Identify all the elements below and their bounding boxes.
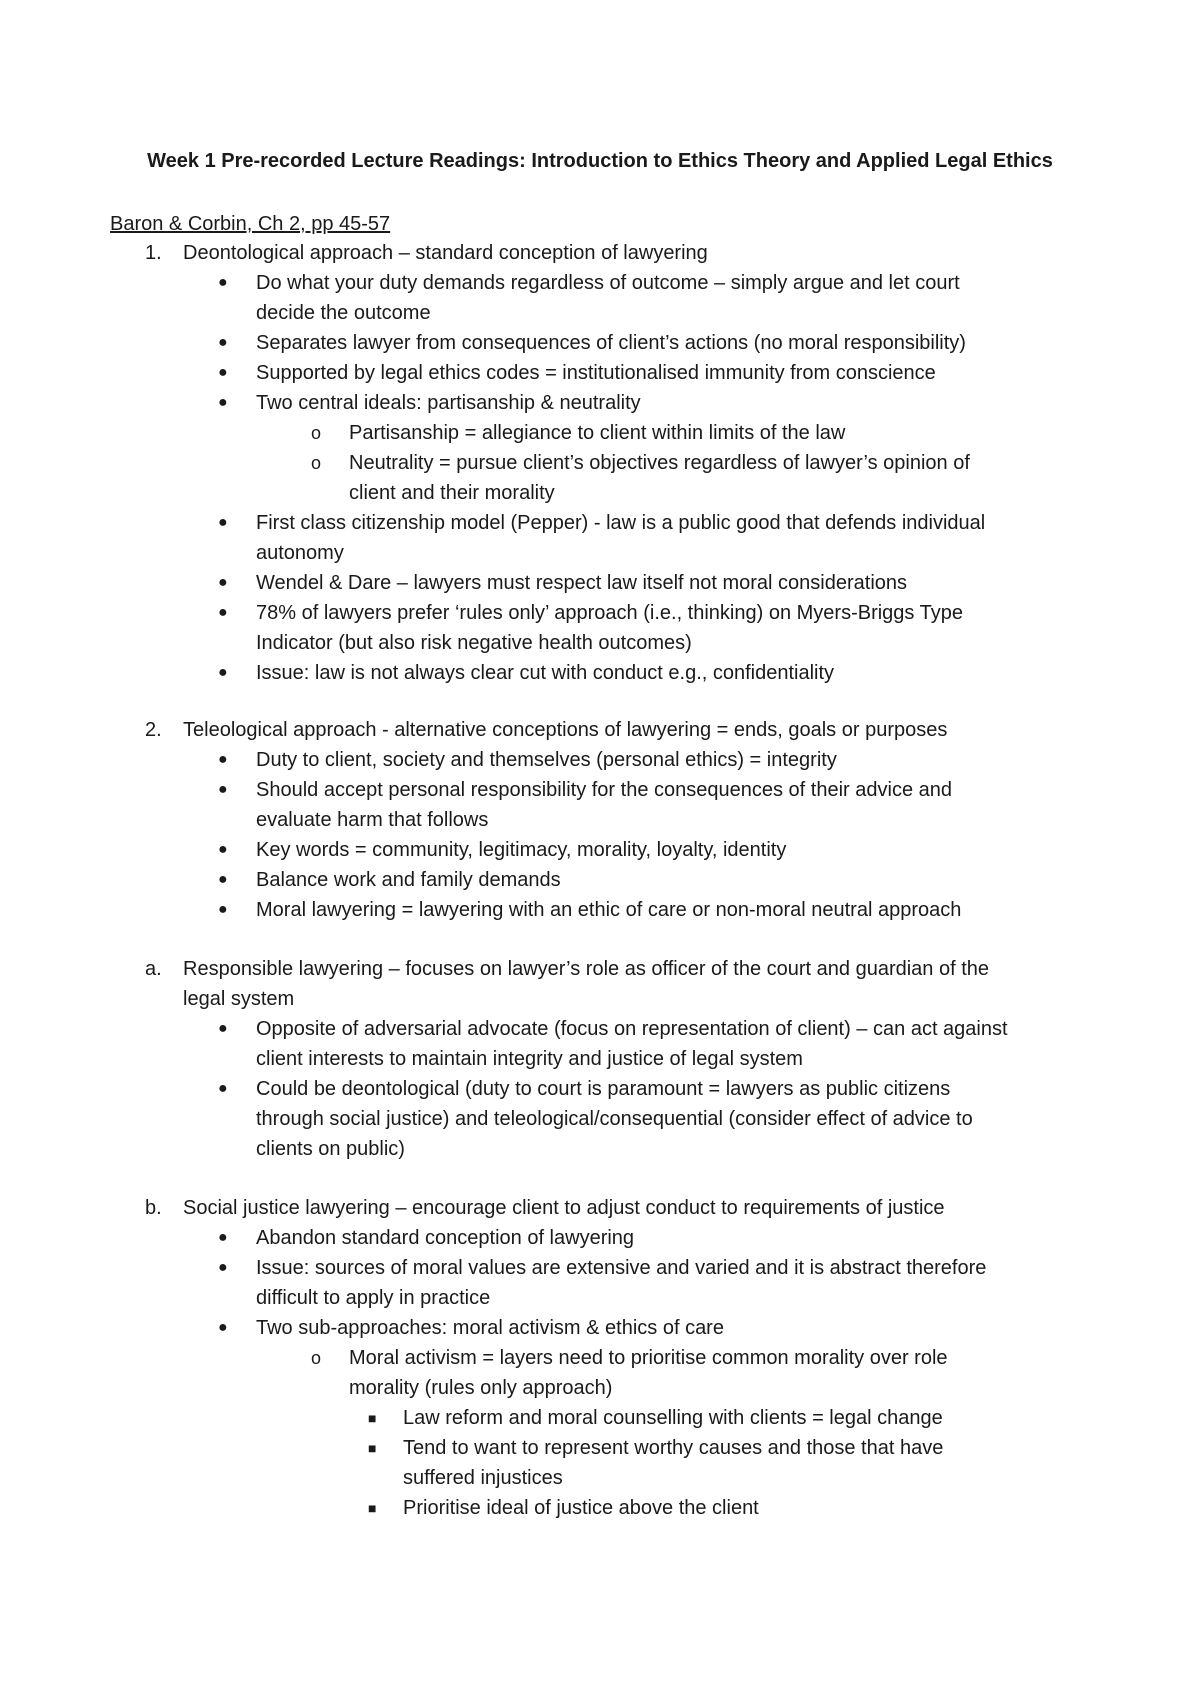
- list-number: 1.: [145, 242, 162, 264]
- bullet-icon: ●: [218, 394, 228, 411]
- bullet-icon: ●: [218, 274, 228, 291]
- bullet-text: Should accept personal responsibility for the consequences of their advice and: [256, 779, 952, 801]
- bullet-text: Could be deontological (duty to court is paramount = lawyers as public citizens: [256, 1078, 951, 1100]
- section-responsible-lawyering: [0, 954, 1200, 1164]
- lettered-heading: [0, 954, 1200, 984]
- bullet-item: [0, 1253, 1200, 1283]
- bullet-continuation: [0, 1134, 1200, 1164]
- bullet-item: [0, 1014, 1200, 1044]
- bullet-icon: ●: [218, 901, 228, 918]
- bullet-item: [0, 865, 1200, 895]
- sub-bullet-text: client and their morality: [349, 482, 555, 504]
- document-title: Week 1 Pre-recorded Lecture Readings: Introduction to Ethics Theory and Applied Legal Ethics: [147, 150, 1053, 172]
- bullet-icon: ●: [218, 1229, 228, 1246]
- heading-text: Teleological approach - alternative conceptions of lawyering = ends, goals or purposes: [183, 719, 948, 741]
- bullet-text: Two sub-approaches: moral activism & ethics of care: [256, 1317, 724, 1339]
- bullet-icon: ●: [218, 514, 228, 531]
- sub-bullet-item: [0, 448, 1200, 478]
- bullet-text: Key words = community, legitimacy, morality, loyalty, identity: [256, 839, 787, 861]
- square-bullet-icon: ■: [368, 1410, 377, 1426]
- bullet-item: [0, 775, 1200, 805]
- circle-bullet-icon: o: [311, 1348, 322, 1368]
- heading-text: Deontological approach – standard conception of lawyering: [183, 242, 708, 264]
- section-teleological: [0, 715, 1200, 925]
- bullet-icon: ●: [218, 1319, 228, 1336]
- bullet-item: [0, 328, 1200, 358]
- heading-continuation: [0, 984, 1200, 1014]
- bullet-continuation: [0, 298, 1200, 328]
- heading-text: Social justice lawyering – encourage client to adjust conduct to requirements of justice: [183, 1197, 945, 1219]
- bullet-icon: ●: [218, 781, 228, 798]
- bullet-item: [0, 568, 1200, 598]
- bullet-text: Wendel & Dare – lawyers must respect law itself not moral considerations: [256, 572, 908, 594]
- bullet-item: [0, 1223, 1200, 1253]
- bullet-icon: ●: [218, 751, 228, 768]
- sub-bullet-continuation: [0, 1373, 1200, 1403]
- bullet-icon: ●: [218, 841, 228, 858]
- bullet-text: Moral lawyering = lawyering with an ethic of care or non-moral neutral approach: [256, 899, 962, 921]
- square-bullet-item: [0, 1403, 1200, 1433]
- bullet-text: Duty to client, society and themselves (personal ethics) = integrity: [256, 749, 837, 771]
- bullet-text: Supported by legal ethics codes = institutionalised immunity from conscience: [256, 362, 936, 384]
- bullet-icon: ●: [218, 1080, 228, 1097]
- circle-bullet-icon: o: [311, 423, 322, 443]
- square-bullet-item: [0, 1433, 1200, 1463]
- bullet-text: Indicator (but also risk negative health outcomes): [256, 632, 692, 654]
- sub-bullet-item: [0, 1343, 1200, 1373]
- bullet-continuation: [0, 538, 1200, 568]
- bullet-item: [0, 835, 1200, 865]
- bullet-icon: ●: [218, 1259, 228, 1276]
- bullet-continuation: [0, 1104, 1200, 1134]
- bullet-text: Issue: law is not always clear cut with conduct e.g., confidentiality: [256, 662, 835, 684]
- bullet-item: [0, 1313, 1200, 1343]
- bullet-icon: ●: [218, 664, 228, 681]
- list-letter: a.: [145, 958, 162, 980]
- section-social-justice-lawyering: [0, 1193, 1200, 1523]
- numbered-heading: [0, 715, 1200, 745]
- bullet-text: Abandon standard conception of lawyering: [256, 1227, 635, 1249]
- sub-bullet-text: morality (rules only approach): [349, 1377, 613, 1399]
- bullet-text: First class citizenship model (Pepper) - law is a public good that defends individual: [256, 512, 986, 534]
- bullet-item: [0, 268, 1200, 298]
- bullet-text: 78% of lawyers prefer ‘rules only’ approach (i.e., thinking) on Myers-Briggs Type: [256, 602, 963, 624]
- bullet-text: Issue: sources of moral values are extensive and varied and it is abstract therefore: [256, 1257, 987, 1279]
- lettered-heading: [0, 1193, 1200, 1223]
- list-letter: b.: [145, 1197, 162, 1219]
- bullet-continuation: [0, 1044, 1200, 1074]
- sub-bullet-text: Neutrality = pursue client’s objectives regardless of lawyer’s opinion of: [349, 452, 970, 474]
- source-reference: Baron & Corbin, Ch 2, pp 45-57: [110, 213, 391, 235]
- heading-text: legal system: [183, 988, 295, 1010]
- bullet-text: difficult to apply in practice: [256, 1287, 491, 1309]
- square-bullet-text: Prioritise ideal of justice above the client: [403, 1497, 759, 1519]
- bullet-text: decide the outcome: [256, 302, 431, 324]
- bullet-text: clients on public): [256, 1138, 405, 1160]
- square-bullet-icon: ■: [368, 1500, 377, 1516]
- square-bullet-continuation: [0, 1463, 1200, 1493]
- bullet-text: Separates lawyer from consequences of client’s actions (no moral responsibility): [256, 332, 966, 354]
- bullet-text: client interests to maintain integrity and justice of legal system: [256, 1048, 803, 1070]
- sub-bullet-text: Partisanship = allegiance to client within limits of the law: [349, 422, 846, 444]
- numbered-heading: [0, 238, 1200, 268]
- bullet-item: [0, 658, 1200, 688]
- bullet-icon: ●: [218, 604, 228, 621]
- bullet-icon: ●: [218, 1020, 228, 1037]
- bullet-item: [0, 598, 1200, 628]
- square-bullet-text: Law reform and moral counselling with clients = legal change: [403, 1407, 943, 1429]
- bullet-continuation: [0, 805, 1200, 835]
- bullet-item: [0, 895, 1200, 925]
- square-bullet-icon: ■: [368, 1440, 377, 1456]
- bullet-icon: ●: [218, 574, 228, 591]
- bullet-item: [0, 508, 1200, 538]
- sub-bullet-item: [0, 418, 1200, 448]
- bullet-text: Two central ideals: partisanship & neutrality: [256, 392, 641, 414]
- bullet-text: autonomy: [256, 542, 344, 564]
- circle-bullet-icon: o: [311, 453, 322, 473]
- square-bullet-text: suffered injustices: [403, 1467, 563, 1489]
- bullet-text: Do what your duty demands regardless of outcome – simply argue and let court: [256, 272, 960, 294]
- bullet-continuation: [0, 628, 1200, 658]
- bullet-text: through social justice) and teleological/consequential (consider effect of advice to: [256, 1108, 973, 1130]
- sub-bullet-continuation: [0, 478, 1200, 508]
- bullet-item: [0, 1074, 1200, 1104]
- bullet-item: [0, 358, 1200, 388]
- sub-bullet-text: Moral activism = layers need to prioritise common morality over role: [349, 1347, 948, 1369]
- bullet-text: evaluate harm that follows: [256, 809, 489, 831]
- square-bullet-text: Tend to want to represent worthy causes and those that have: [403, 1437, 944, 1459]
- section-deontological: [0, 238, 1200, 688]
- heading-text: Responsible lawyering – focuses on lawyer’s role as officer of the court and guardian of the: [183, 958, 990, 980]
- bullet-icon: ●: [218, 334, 228, 351]
- bullet-item: [0, 388, 1200, 418]
- list-number: 2.: [145, 719, 162, 741]
- bullet-continuation: [0, 1283, 1200, 1313]
- square-bullet-item: [0, 1493, 1200, 1523]
- bullet-text: Balance work and family demands: [256, 869, 561, 891]
- bullet-icon: ●: [218, 871, 228, 888]
- bullet-icon: ●: [218, 364, 228, 381]
- bullet-item: [0, 745, 1200, 775]
- bullet-text: Opposite of adversarial advocate (focus on representation of client) – can act against: [256, 1018, 1008, 1040]
